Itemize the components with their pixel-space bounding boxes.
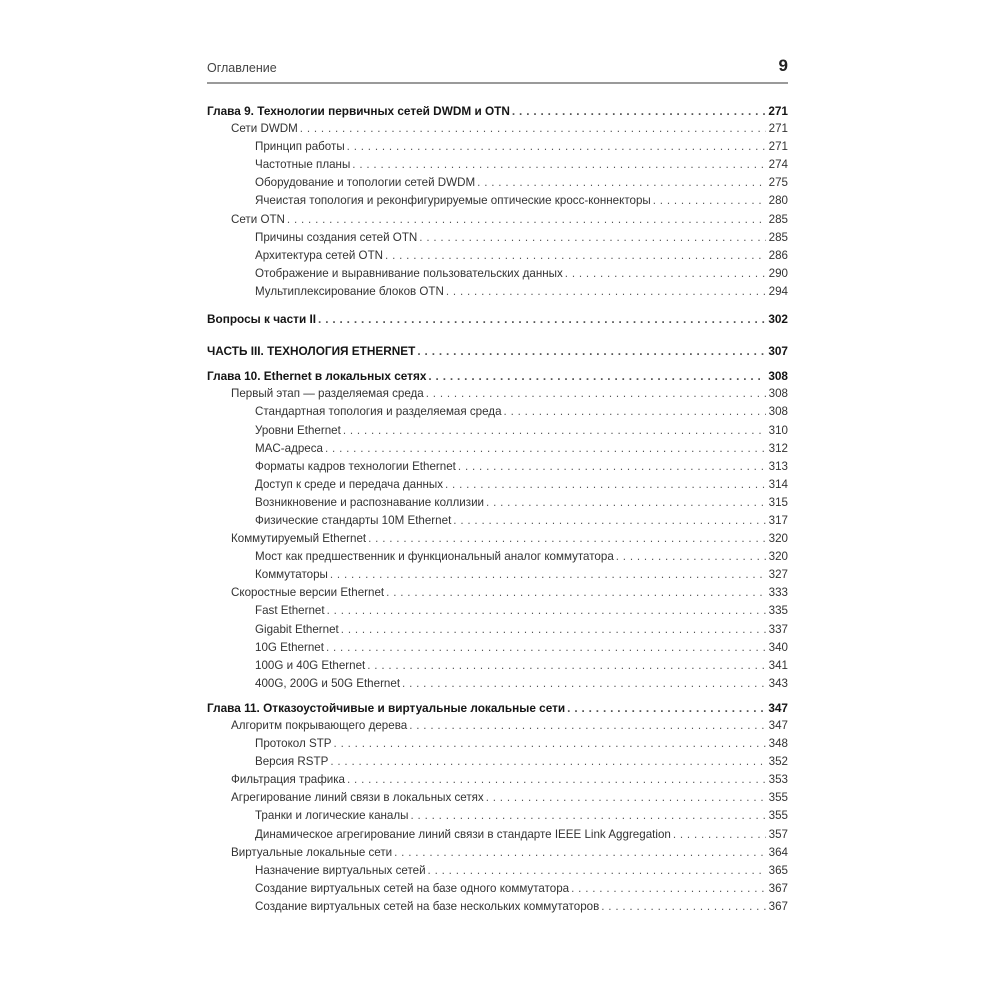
toc-entry <box>207 898 788 916</box>
toc-entry-page: 271 <box>768 122 788 136</box>
toc-entry <box>207 807 788 825</box>
toc-entry <box>207 422 788 440</box>
dot-leader <box>458 458 766 476</box>
toc-entry <box>207 247 788 265</box>
toc-entry-title: Скоростные версии Ethernet <box>231 586 385 600</box>
toc-entry-page: 343 <box>768 676 788 690</box>
dot-leader <box>417 342 765 360</box>
toc-entry-page: 308 <box>768 369 788 384</box>
dot-leader <box>616 548 766 566</box>
toc-entry-page: 333 <box>768 586 788 600</box>
dot-leader <box>318 310 765 328</box>
dot-leader <box>428 862 766 880</box>
dot-leader <box>486 494 766 512</box>
toc-entry-page: 348 <box>768 737 788 751</box>
toc-entry <box>207 771 788 789</box>
dot-leader <box>446 283 766 301</box>
toc-entry <box>207 494 788 512</box>
toc-entry-title: ЧАСТЬ III. ТЕХНОЛОГИЯ ETHERNET <box>207 344 416 359</box>
toc-entry-page: 320 <box>768 550 788 564</box>
toc-entry-title: Стандартная топология и разделяемая среда <box>255 405 502 419</box>
toc-group <box>207 342 788 360</box>
toc-entry-page: 352 <box>768 755 788 769</box>
dot-leader <box>330 753 765 771</box>
toc-entry-page: 294 <box>768 284 788 298</box>
dot-leader <box>367 657 765 675</box>
toc-entry-title: Gigabit Ethernet <box>255 622 339 636</box>
toc-entry-page: 365 <box>768 863 788 877</box>
toc-entry-title: Глава 10. Ethernet в локальных сетях <box>207 369 427 384</box>
dot-leader <box>347 138 766 156</box>
toc-entry-page: 302 <box>768 312 788 327</box>
toc-entry <box>207 880 788 898</box>
toc-entry <box>207 120 788 138</box>
toc-entry-title: Ячеистая топология и реконфигурируемые оптические кросс-коннекторы <box>255 194 651 208</box>
toc-entry-title: MAC-адреса <box>255 441 323 455</box>
toc-entry-page: 271 <box>768 140 788 154</box>
dot-leader <box>386 584 766 602</box>
toc-entry-page: 337 <box>768 622 788 636</box>
dot-leader <box>368 530 766 548</box>
toc-entry-page: 355 <box>768 791 788 805</box>
toc-group <box>207 310 788 328</box>
toc-entry-title: 400G, 200G и 50G Ethernet <box>255 676 401 690</box>
dot-leader <box>673 826 766 844</box>
toc-entry-title: Принцип работы <box>255 140 345 154</box>
dot-leader <box>341 621 766 639</box>
toc-entry-page: 315 <box>768 495 788 509</box>
toc-entry-page: 314 <box>768 477 788 491</box>
toc-entry-title: Доступ к среде и передача данных <box>255 477 444 491</box>
toc-entry <box>207 229 788 247</box>
dot-leader <box>567 699 765 717</box>
toc-group <box>207 102 788 301</box>
toc-entry <box>207 789 788 807</box>
toc-entry-page: 290 <box>768 266 788 280</box>
toc-entry-title: Сети DWDM <box>231 122 298 136</box>
dot-leader <box>428 367 765 385</box>
toc-entry-title: Протокол STP <box>255 737 332 751</box>
toc-entry <box>207 602 788 620</box>
toc-entry <box>207 675 788 693</box>
dot-leader <box>426 385 766 403</box>
running-header <box>207 58 788 84</box>
toc-entry <box>207 584 788 602</box>
toc-entry-title: Первый этап — разделяемая среда <box>231 387 424 401</box>
toc-heading-entry <box>207 699 788 717</box>
toc-entry-title: Мультиплексирование блоков OTN <box>255 284 444 298</box>
toc-entry-title: Фильтрация трафика <box>231 773 346 787</box>
toc-entry <box>207 639 788 657</box>
toc-entry-title: Причины создания сетей OTN <box>255 230 418 244</box>
toc-entry-page: 357 <box>768 827 788 841</box>
toc-entry <box>207 844 788 862</box>
dot-leader <box>300 120 766 138</box>
dot-leader <box>287 211 766 229</box>
toc-entry <box>207 512 788 530</box>
toc-entry-title: Создание виртуальных сетей на базе нескольких коммутаторов <box>255 899 600 913</box>
toc-entry <box>207 621 788 639</box>
dot-leader <box>334 735 766 753</box>
dot-leader <box>394 844 766 862</box>
toc-entry <box>207 566 788 584</box>
toc-entry-title: Форматы кадров технологии Ethernet <box>255 459 456 473</box>
dot-leader <box>504 403 766 421</box>
dot-leader <box>326 639 766 657</box>
dot-leader <box>477 174 766 192</box>
toc-entry-page: 307 <box>768 344 788 359</box>
toc-entry-page: 275 <box>768 176 788 190</box>
toc-entry-title: Оборудование и топологии сетей DWDM <box>255 176 476 190</box>
toc-entry-page: 313 <box>768 459 788 473</box>
toc-entry-title: Создание виртуальных сетей на базе одного коммутатора <box>255 881 570 895</box>
toc-entry-page: 341 <box>768 658 788 672</box>
toc-entry-title: Алгоритм покрывающего дерева <box>231 719 408 732</box>
dot-leader <box>352 156 765 174</box>
toc-entry-title: Физические стандарты 10M Ethernet <box>255 513 452 527</box>
toc-entry <box>207 826 788 844</box>
toc-heading-entry <box>207 342 788 360</box>
dot-leader <box>325 440 766 458</box>
dot-leader <box>453 512 765 530</box>
toc-entry-title: Транки и логические каналы <box>255 809 409 823</box>
dot-leader <box>347 771 766 789</box>
toc-entry <box>207 174 788 192</box>
toc-entry <box>207 530 788 548</box>
toc-entry-title: Коммутируемый Ethernet <box>231 532 367 546</box>
toc-entry-page: 317 <box>768 513 788 527</box>
dot-leader <box>571 880 766 898</box>
toc-entry-title: Архитектура сетей OTN <box>255 248 384 262</box>
toc-entry-page: 286 <box>768 248 788 262</box>
toc-entry-title: Отображение и выравнивание пользовательских данных <box>255 266 563 280</box>
toc-entry-title: Глава 9. Технологии первичных сетей DWDM и OTN <box>207 104 510 118</box>
toc-entry-page: 320 <box>768 532 788 546</box>
toc-entry-page: 308 <box>768 387 788 401</box>
toc-entry-title: 100G и 40G Ethernet <box>255 658 366 672</box>
toc-entry <box>207 753 788 771</box>
toc-heading-entry <box>207 367 788 385</box>
toc-entry-title: Агрегирование линий связи в локальных сетях <box>231 791 484 805</box>
toc-entry <box>207 735 788 753</box>
toc-entry-title: Уровни Ethernet <box>255 423 341 437</box>
toc-group <box>207 367 788 693</box>
dot-leader <box>419 229 765 247</box>
toc-entry <box>207 385 788 403</box>
toc-heading-entry <box>207 310 788 328</box>
toc-entry-title: Назначение виртуальных сетей <box>255 863 426 877</box>
toc-entry-title: Версия RSTP <box>255 755 329 769</box>
toc-entry-page: 353 <box>768 773 788 787</box>
table-of-contents <box>207 102 788 916</box>
dot-leader <box>445 476 766 494</box>
toc-entry-title: Глава 11. Отказоустойчивые и виртуальные локальные сети <box>207 700 566 715</box>
dot-leader <box>343 422 766 440</box>
toc-entry-page: 274 <box>768 158 788 172</box>
toc-entry-title: Виртуальные локальные сети <box>231 845 393 859</box>
toc-entry-page: 335 <box>768 604 788 618</box>
toc-entry-page: 285 <box>768 212 788 226</box>
dot-leader <box>486 789 766 807</box>
toc-entry <box>207 476 788 494</box>
dot-leader <box>512 102 765 120</box>
toc-entry <box>207 138 788 156</box>
toc-entry <box>207 192 788 210</box>
dot-leader <box>565 265 766 283</box>
toc-entry-page: 285 <box>768 230 788 244</box>
toc-entry-page: 327 <box>768 568 788 582</box>
toc-entry-page: 308 <box>768 405 788 419</box>
toc-entry-page: 271 <box>768 104 788 118</box>
toc-entry-title: Fast Ethernet <box>255 604 325 618</box>
toc-entry <box>207 403 788 421</box>
toc-entry-page: 340 <box>768 640 788 654</box>
toc-entry-title: Мост как предшественник и функциональный аналог коммутатора <box>255 550 614 564</box>
toc-entry <box>207 211 788 229</box>
dot-leader <box>409 717 765 735</box>
toc-entry-page: 364 <box>768 845 788 859</box>
toc-entry <box>207 440 788 458</box>
toc-entry-page: 310 <box>768 423 788 437</box>
dot-leader <box>385 247 766 265</box>
toc-entry-title: Коммутаторы <box>255 568 328 582</box>
toc-entry <box>207 283 788 301</box>
toc-entry-page: 355 <box>768 809 788 823</box>
toc-entry-title: Вопросы к части II <box>207 312 317 327</box>
dot-leader <box>601 898 765 916</box>
toc-group <box>207 699 788 916</box>
toc-entry-title: Возникновение и распознавание коллизии <box>255 495 485 509</box>
toc-entry-page: 312 <box>768 441 788 455</box>
toc-entry <box>207 717 788 735</box>
dot-leader <box>653 192 766 210</box>
dot-leader <box>410 807 765 825</box>
toc-entry <box>207 862 788 880</box>
toc-entry <box>207 548 788 566</box>
toc-entry-title: Сети OTN <box>231 212 285 226</box>
toc-entry-page: 367 <box>768 881 788 895</box>
toc-entry-page: 280 <box>768 194 788 208</box>
running-header-title: Оглавление <box>207 61 277 75</box>
toc-entry-title: 10G Ethernet <box>255 640 324 654</box>
dot-leader <box>330 566 766 584</box>
dot-leader <box>402 675 766 693</box>
toc-entry-title: Частотные планы <box>255 158 351 172</box>
dot-leader <box>327 602 766 620</box>
toc-heading-entry <box>207 102 788 120</box>
toc-entry <box>207 265 788 283</box>
toc-entry-page: 347 <box>768 719 788 732</box>
toc-entry <box>207 458 788 476</box>
page-number: 9 <box>778 56 788 75</box>
toc-entry-title: Динамическое агрегирование линий связи в стандарте IEEE Link Aggregation <box>255 827 671 841</box>
toc-entry <box>207 156 788 174</box>
toc-entry <box>207 657 788 675</box>
toc-entry-page: 367 <box>768 899 788 913</box>
toc-entry-page: 347 <box>768 700 788 715</box>
